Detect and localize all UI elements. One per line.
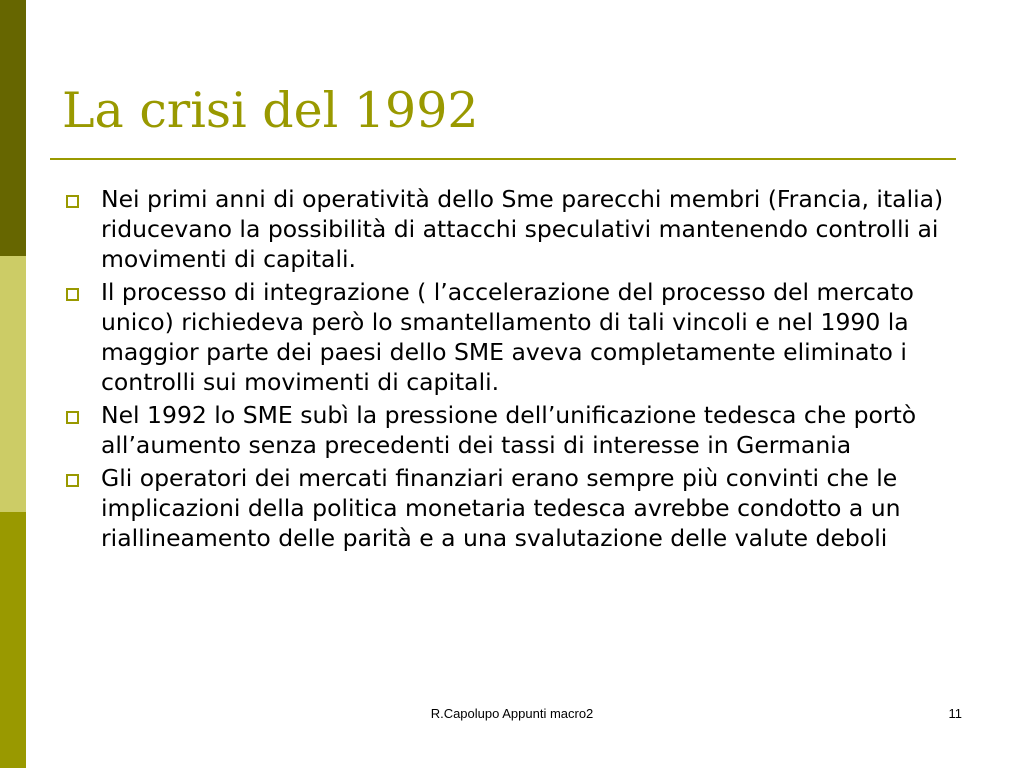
footer-text: R.Capolupo Appunti macro2: [430, 706, 594, 721]
bullet-item: [62, 463, 967, 553]
side-bar-dark-segment: [0, 0, 26, 256]
bullet-item: [62, 184, 967, 274]
title-underline: [50, 158, 956, 160]
bullet-text: Nel 1992 lo SME subì la pressione dell’unificazione tedesca che portò all’aumento senza precedenti dei tassi di interesse in Germania: [101, 401, 917, 459]
square-bullet-icon: [66, 411, 79, 424]
slide-title: La crisi del 1992: [62, 82, 479, 139]
square-bullet-icon: [66, 288, 79, 301]
side-bar-mid-segment: [0, 512, 26, 768]
bullet-item: [62, 400, 967, 460]
bullet-text: Nei primi anni di operatività dello Sme parecchi membri (Francia, italia) riducevano la possibilità di attacchi speculativi mantenendo controlli ai movimenti di capitali.: [101, 185, 944, 273]
bullet-text: Il processo di integrazione ( l’accelerazione del processo del mercato unico) richiedeva però lo smantellamento di tali vincoli e nel 1990 la maggior parte dei paesi dello SME aveva completamente eliminato i controlli sui movimenti di capitali.: [101, 278, 914, 396]
bullet-item: [62, 277, 967, 397]
slide-number: 11: [948, 706, 962, 721]
side-bar-light-segment: [0, 256, 26, 512]
bullet-list: [62, 184, 967, 556]
square-bullet-icon: [66, 474, 79, 487]
square-bullet-icon: [66, 195, 79, 208]
bullet-text: Gli operatori dei mercati finanziari erano sempre più convinti che le implicazioni della politica monetaria tedesca avrebbe condotto a un riallineamento delle parità e a una svalutazione delle valute deboli: [101, 464, 901, 552]
